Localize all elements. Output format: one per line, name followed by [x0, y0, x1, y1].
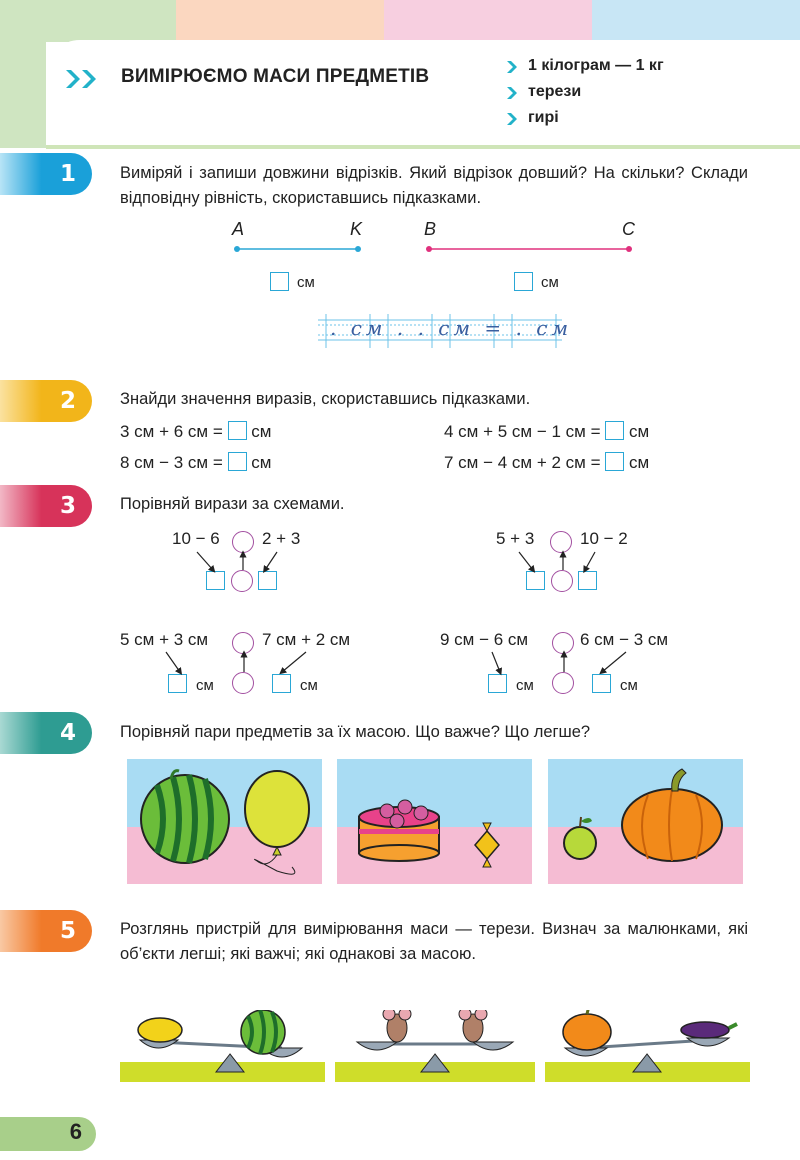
- scheme-left-expr: 10 − 6: [172, 529, 220, 548]
- scale-mice: [335, 1010, 535, 1090]
- expression: 7 см − 4 см + 2 см = см: [444, 453, 650, 472]
- scheme-right-expr: 2 + 3: [262, 529, 301, 548]
- unit-label: см: [541, 274, 559, 291]
- chevron-icon: [506, 112, 518, 126]
- segments-drawing: [230, 242, 640, 256]
- unit-label: см: [620, 677, 638, 694]
- handwriting-template: . см . . см = . см: [330, 316, 573, 340]
- watermelon-balloon-picture: [127, 759, 322, 884]
- page-title: ВИМІРЮЄМО МАСИ ПРЕДМЕТІВ: [121, 66, 430, 87]
- unit-label: см: [516, 677, 534, 694]
- scheme-right-expr: 6 см − 3 см: [580, 630, 669, 649]
- answer-box[interactable]: [228, 421, 247, 440]
- cake-candy-picture: [337, 759, 532, 884]
- chevron-icon: [506, 86, 518, 100]
- point-a-dot: [234, 246, 240, 252]
- scheme-arrows: [195, 550, 285, 574]
- task-text: Порівняй вирази за схемами.: [120, 495, 345, 513]
- expression: 8 см − 3 см = см: [120, 453, 272, 472]
- point-label: B: [424, 219, 437, 239]
- scheme-arrows: [515, 550, 605, 574]
- scheme-arrows: [480, 650, 640, 676]
- task-text: Знайди значення виразів, скориставшись підказками.: [120, 390, 531, 408]
- answer-box[interactable]: [592, 674, 611, 693]
- answer-box[interactable]: [514, 272, 533, 293]
- unit-label: см: [196, 677, 214, 694]
- keyword-label: гирі: [528, 109, 559, 126]
- keyword-label: 1 кілограм — 1 кг: [528, 57, 664, 74]
- task-number-tab: 2: [0, 380, 92, 422]
- answer-box[interactable]: [605, 421, 624, 440]
- page-number: 6: [69, 1119, 82, 1144]
- header-rule: [46, 145, 800, 149]
- page-number-tab: [0, 1117, 96, 1151]
- answer-box[interactable]: [270, 272, 289, 293]
- unit-label: см: [300, 677, 318, 694]
- header-strip-blue: [592, 0, 800, 42]
- scheme-right-expr: 10 − 2: [580, 529, 628, 548]
- scheme-left-expr: 5 + 3: [496, 529, 535, 548]
- answer-box[interactable]: [272, 674, 291, 693]
- header-strip-peach: [176, 0, 384, 42]
- expression: 3 см + 6 см = см: [120, 422, 272, 441]
- chevron-icon: [506, 60, 518, 74]
- task-text: Розглянь пристрій для вимірювання маси — терези. Визнач за малюнками, які об’єкти легші; які важчі; які однакові за масою.: [120, 920, 748, 963]
- point-label: K: [350, 219, 363, 239]
- header-card: [46, 40, 800, 148]
- apple-pumpkin-picture: [548, 759, 743, 884]
- scheme-left-expr: 5 см + 3 см: [120, 630, 209, 649]
- task-number-tab: 5: [0, 910, 92, 952]
- point-b-dot: [426, 246, 432, 252]
- answer-box[interactable]: [228, 452, 247, 471]
- header-strip-pink: [384, 0, 592, 42]
- task-number-tab: 3: [0, 485, 92, 527]
- scale-melon-watermelon: [120, 1010, 325, 1090]
- answer-box[interactable]: [168, 674, 187, 693]
- expression: 4 см + 5 см − 1 см = см: [444, 422, 650, 441]
- unit-label: см: [297, 274, 315, 291]
- task-text: Порівняй пари предметів за їх масою. Що важче? Що легше?: [120, 723, 591, 741]
- scheme-left-expr: 9 см − 6 см: [440, 630, 529, 649]
- answer-box[interactable]: [605, 452, 624, 471]
- task-number-tab: 4: [0, 712, 92, 754]
- point-k-dot: [355, 246, 361, 252]
- header-side-green: [0, 0, 46, 148]
- scheme-arrows: [160, 650, 320, 676]
- scheme-right-expr: 7 см + 2 см: [262, 630, 351, 649]
- keyword-label: терези: [528, 83, 582, 100]
- point-label: A: [232, 219, 245, 239]
- double-chevron-icon: [64, 68, 104, 90]
- task-number-tab: 1: [0, 153, 92, 195]
- scale-pumpkin-eggplant: [545, 1010, 750, 1090]
- point-label: C: [622, 219, 635, 239]
- answer-box[interactable]: [488, 674, 507, 693]
- point-c-dot: [626, 246, 632, 252]
- task-text: Виміряй і запиши довжини відрізків. Який відрізок довший? На скільки? Склади відповідну рівність, скориставшись підказками.: [120, 164, 748, 207]
